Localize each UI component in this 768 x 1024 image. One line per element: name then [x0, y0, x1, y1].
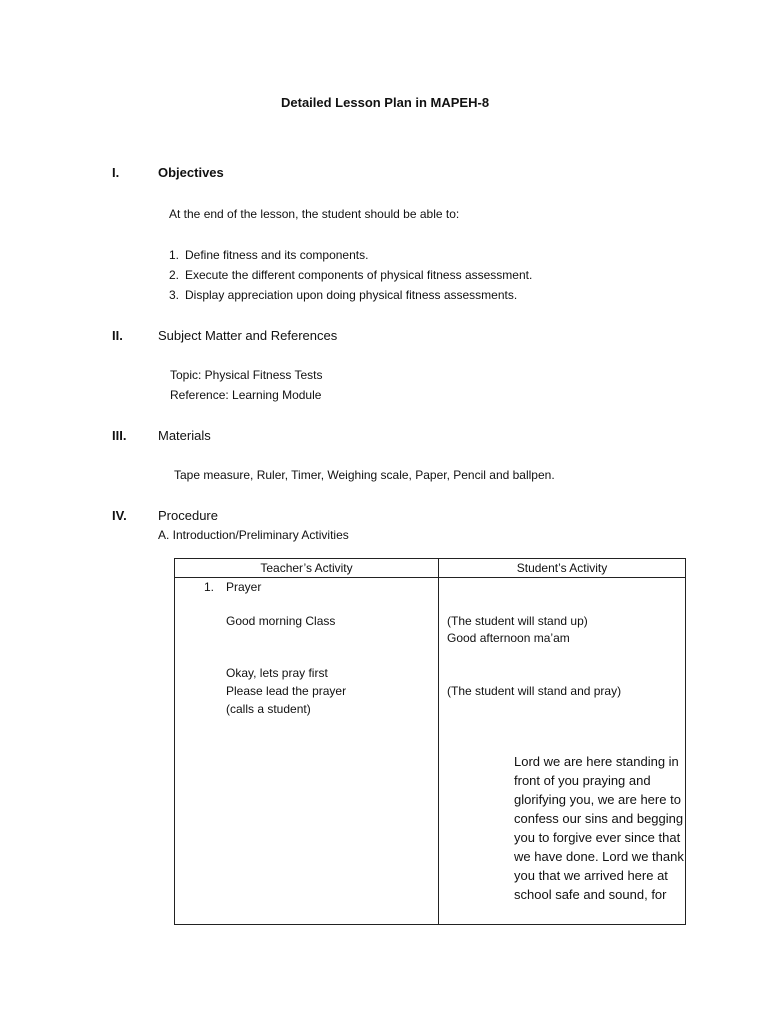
teacher-pray-prompt: Okay, lets pray first: [226, 666, 328, 680]
prayer-number: 1.: [204, 580, 215, 594]
section-4-heading: Procedure: [158, 508, 218, 523]
objective-number: 1.: [169, 248, 180, 262]
reference-line: Reference: Learning Module: [170, 388, 322, 402]
objectives-intro: At the end of the lesson, the student should be able to:: [169, 207, 460, 221]
objective-item: [169, 288, 517, 302]
section-3-number: III.: [112, 428, 127, 443]
student-stand-pray: (The student will stand and pray): [447, 684, 622, 698]
teacher-greeting: Good morning Class: [226, 614, 336, 628]
objective-item: [169, 248, 368, 262]
document-title: Detailed Lesson Plan in MAPEH-8: [281, 95, 490, 110]
objective-text: Execute the different components of physical fitness assessment.: [185, 268, 533, 282]
teacher-calls-student: (calls a student): [226, 702, 311, 716]
student-activity-cell: [439, 578, 686, 925]
section-3-heading: Materials: [158, 428, 211, 443]
procedure-subheading: A. Introduction/Preliminary Activities: [158, 528, 349, 542]
section-2-number: II.: [112, 328, 123, 343]
student-stand-up: (The student will stand up): [447, 614, 588, 628]
section-2-heading: Subject Matter and References: [158, 328, 338, 343]
section-1-number: I.: [112, 165, 120, 180]
student-greeting: Good afternoon ma’am: [447, 631, 570, 645]
student-activity-header: Student’s Activity: [439, 559, 686, 578]
objective-item: [169, 268, 532, 282]
teacher-activity-header: Teacher’s Activity: [175, 559, 439, 578]
topic-line: Topic: Physical Fitness Tests: [170, 368, 323, 382]
table-header-row: [175, 559, 686, 578]
section-4-number: IV.: [112, 508, 127, 523]
objective-number: 3.: [169, 288, 180, 302]
objective-text: Define fitness and its components.: [185, 248, 369, 262]
section-1-heading: Objectives: [158, 165, 224, 180]
teacher-activity-cell: [175, 578, 439, 925]
teacher-lead-prayer: Please lead the prayer: [226, 684, 347, 698]
prayer-text: Lord we are here standing in front of you praying and glorifying you, we are here to confess our sins and begging you to forgive ever since that we have done. Lord we thank you that we arrived here at school safe and sound, for: [514, 754, 684, 902]
materials-list: Tape measure, Ruler, Timer, Weighing scale, Paper, Pencil and ballpen.: [174, 468, 555, 482]
prayer-label: Prayer: [226, 580, 262, 594]
objective-text: Display appreciation upon doing physical fitness assessments.: [185, 288, 518, 302]
objective-number: 2.: [169, 268, 180, 282]
activity-table: [174, 558, 686, 925]
table-row: [175, 578, 686, 925]
